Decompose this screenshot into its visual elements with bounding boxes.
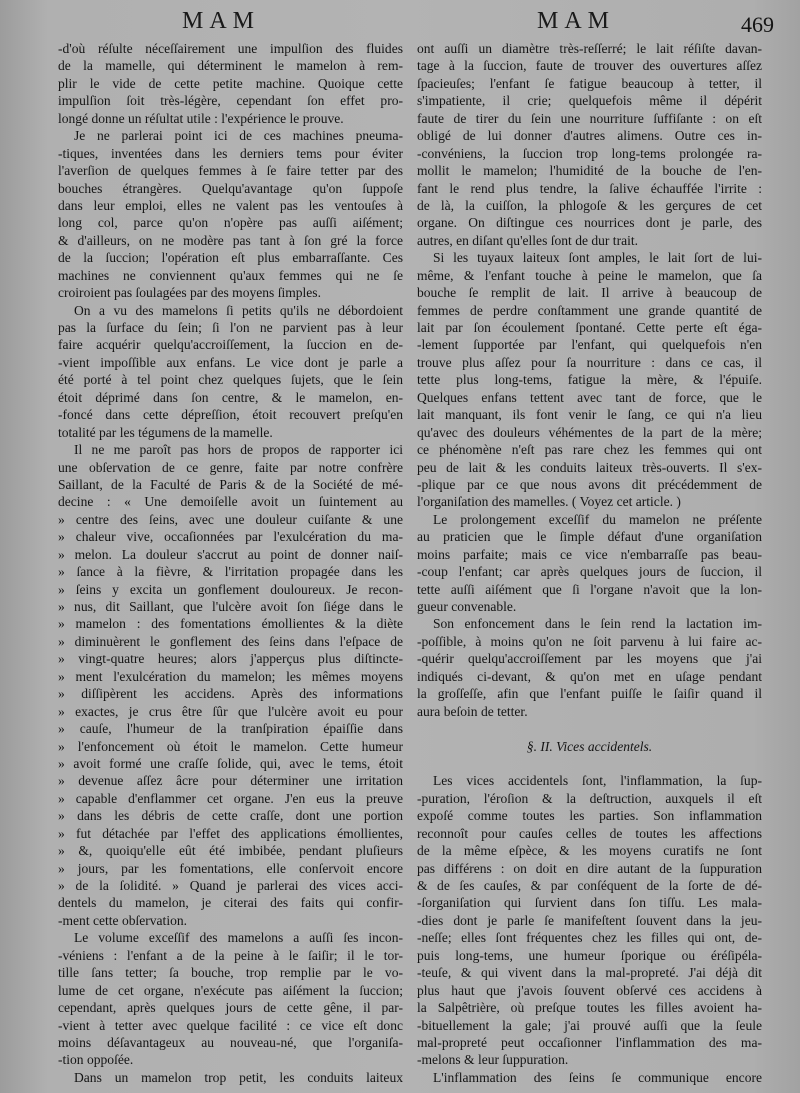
- text-line: » &, quoiqu'elle eût été imbibée, pendant pluſieurs: [58, 843, 403, 859]
- text-line: tage à la ſuccion, faute de trouver des ouvertures aſſez: [417, 58, 762, 74]
- text-line: -d'où réſulte néceſſairement une impulſion des fluides: [58, 41, 403, 56]
- text-line: étoit déprimé dans ſon centre, & le mamelon, en-: [58, 389, 403, 405]
- text-line: » cauſe, l'humeur de la tranſpiration épaiſſie dans: [58, 721, 403, 737]
- page-number: 469: [741, 12, 774, 37]
- text-line: Son enfoncement dans le ſein rend la lactation im-: [433, 616, 762, 632]
- text-line: aura beſoin de tetter.: [417, 703, 528, 719]
- blank-line: [417, 755, 762, 772]
- text-line: bouches étrangères. Quelqu'avantage qu'on ſuppoſe: [58, 180, 403, 196]
- text-line: expoſé comme toutes les parties. Son inflammation: [417, 808, 762, 824]
- text-line: lait manquant, ils font venir le ſang, ce qui n'a lieu: [417, 407, 762, 423]
- left-text-column: [58, 40, 403, 1086]
- text-line: » mamelon : des fomentations émollientes & la diète: [58, 616, 403, 632]
- text-line: -neſſe; elles ſont fréquentes chez les filles qui ont, de-: [417, 930, 762, 946]
- text-line: même, & l'enfant touche à peine le mamelon, que ſa: [417, 267, 762, 283]
- text-line: -plique par ce que nous avons dit précédemment de: [417, 476, 762, 492]
- text-line: été porté à tel point chez quelques ſujets, que le ſein: [58, 372, 403, 388]
- text-line: pas différens : on doit en dire autant de la ſuppuration: [417, 860, 762, 876]
- text-line: croiroient pas ſoulagées par des moyens ſimples.: [58, 285, 321, 301]
- text-line: long col, parce qu'on n'opère pas auſſi aiſément;: [58, 215, 403, 231]
- text-line: ce phénomène n'eſt pas rare chez les femmes qui ont: [417, 442, 762, 458]
- text-line: » diſſipèrent les accidens. Après des informations: [58, 686, 403, 702]
- text-line: -tion oppoſée.: [58, 1052, 134, 1068]
- text-line: -poſſible, à moins qu'on ne ſoit parvenu à lui faire ac-: [417, 633, 762, 649]
- text-line: » devenue aſſez âcre pour déterminer une irritation: [58, 773, 403, 789]
- text-line: » fut détachée par l'effet des applications émollientes,: [58, 825, 403, 841]
- text-line: Le prolongement exceſſif du mamelon ne préſente: [433, 511, 762, 527]
- text-line: plus haut que j'avois ſouvent obſervé ces accidens à: [417, 982, 762, 998]
- text-line: la groſſeſſe, afin que l'enfant puiſſe le ſaiſir quand il: [417, 686, 762, 702]
- running-title-right: MAM: [537, 8, 616, 34]
- text-line: Il ne me paroît pas hors de propos de rapporter ici: [74, 442, 403, 458]
- text-line: tille ſans tetter; ſa bouche, trop remplie par le vo-: [58, 965, 403, 981]
- text-line: » jours, par les fomentations, elle conſervoit encore: [58, 860, 403, 876]
- text-line: de la mamelle, qui déterminent le mamelon à rem-: [58, 58, 403, 74]
- text-line: moins déſavantageux au nouveau-né, que l'organiſa-: [58, 1034, 403, 1050]
- text-line: » vingt-quatre heures; alors j'apperçus plus diſtincte-: [58, 651, 403, 667]
- text-line: plir le vide de cette petite machine. Quoique cette: [58, 75, 403, 91]
- text-line: longé donne un réſultat utile : l'expérience le prouve.: [58, 110, 344, 126]
- text-line: l'averſion de quelques femmes à ſe faire tetter par des: [58, 163, 403, 179]
- text-line: L'inflammation des ſeins ſe communique encore: [433, 1069, 762, 1085]
- text-line: une obſervation de ce genre, faite par notre confrère: [58, 459, 403, 475]
- text-line: -foncé dans cette dépreſſion, étoit recouvert preſqu'en: [58, 407, 403, 423]
- text-line: Les vices accidentels ſont, l'inflammation, la ſup-: [433, 773, 762, 789]
- text-line: impulſion ſoit très-légère, cependant ſon effet pro-: [58, 93, 403, 109]
- text-line: -bituellement la gale; j'ai prouvé auſſi que la ſeule: [417, 1017, 762, 1033]
- text-line: dans leur emploi, elles ne valent pas les ventouſes à: [58, 197, 403, 213]
- text-line: dentels du mamelon, je citerai des faits qui confir-: [58, 895, 403, 911]
- text-line: » centre des ſeins, avec une douleur cuiſante & une: [58, 511, 403, 527]
- text-line: -tiques, inventées dans les derniers tems pour éviter: [58, 145, 403, 161]
- text-line: -lement ſupportée par l'enfant, qui quelquefois n'en: [417, 337, 762, 353]
- text-line: bouche ſe remplit de lait. Il arrive à beaucoup de: [417, 285, 762, 301]
- text-line: -quérir quelqu'accroiſſement par les moyens que j'ai: [417, 651, 762, 667]
- text-line: » chaleur vive, occaſionnées par l'exulcération du ma-: [58, 529, 403, 545]
- blank-line: [417, 720, 762, 737]
- text-line: machines ne conviennent qu'aux femmes qui ne ſe: [58, 267, 403, 283]
- text-line: pas la ſurface du ſein; ſi l'on ne parvient pas à leur: [58, 320, 403, 335]
- text-line: s'impatiente, il crie; quelquefois même il dépérit: [417, 93, 762, 109]
- text-line: Si les tuyaux laiteux ſont amples, le lait ſort de lui-: [433, 250, 762, 266]
- text-line: lait par ſon écoulement ſpontané. Cette perte eſt éga-: [417, 320, 762, 335]
- text-line: -puration, l'éroſion & la deſtruction, auxquels il eſt: [417, 790, 762, 806]
- running-head: [0, 8, 800, 42]
- text-line: » diminuèrent le gonflement des ſeins dans l'eſpace de: [58, 633, 403, 649]
- text-line: -ſorganiſation qui ſurvient dans ſon tiſſu. Les mala-: [417, 895, 762, 911]
- text-line: organe. On diſtingue ces nourrices dont je parle, des: [417, 215, 762, 231]
- text-line: cependant, après quelques jours de cette gêne, il par-: [58, 1000, 403, 1016]
- text-line: » capable d'enflammer cet organe. J'en eus la preuve: [58, 790, 403, 806]
- text-line: ont auſſi un diamètre très-reſſerré; le lait réſiſte davan-: [417, 41, 762, 56]
- text-line: -vient à tetter avec quelque facilité : ce vice eſt donc: [58, 1017, 403, 1033]
- text-line: au praticien que le ſimple défaut d'une organiſation: [417, 529, 762, 545]
- text-line: & d'ailleurs, on ne modère pas tant à ſon gré la force: [58, 232, 403, 248]
- text-line: Je ne parlerai point ici de ces machines pneuma-: [74, 128, 403, 144]
- text-line: -teuſe, & qui vivent dans la mal-propreté. J'ai déjà dit: [417, 965, 762, 981]
- text-line: mal-propreté peut occaſionner l'inflammation des ma-: [417, 1034, 762, 1050]
- text-line: -véniens : l'enfant a de la peine à le ſaiſir; il le tor-: [58, 947, 403, 963]
- text-line: » melon. La douleur s'accrut au point de donner naiſ-: [58, 546, 403, 562]
- section-heading: §. II. Vices accidentels.: [526, 738, 653, 754]
- text-line: » ſance à la fièvre, & l'irritation propagée dans les: [58, 564, 403, 580]
- text-line: -ment cette obſervation.: [58, 912, 188, 928]
- text-line: » avoit formé une craſſe ſolide, qui, avec le tems, étoit: [58, 755, 403, 771]
- text-line: peu de lait & les conduits laiteux très-ouverts. Il s'ex-: [417, 459, 762, 475]
- text-line: puis long-tems, une humeur ſporique ou éréſipéla-: [417, 947, 762, 963]
- text-line: de la même eſpèce, & les moyens curatifs ne ſont: [417, 843, 762, 859]
- text-line: Le volume exceſſif des mamelons a auſſi ſes incon-: [74, 930, 403, 946]
- text-line: -melons & leur ſuppuration.: [417, 1052, 569, 1068]
- text-line: On a vu des mamelons ſi petits qu'ils ne débordoient: [74, 302, 403, 318]
- text-line: reconnoît pour cauſes celles de toutes les affections: [417, 825, 762, 841]
- text-line: » nus, dit Saillant, que l'ulcère avoit ſon ſiége dans le: [58, 599, 403, 614]
- text-line: decine : « Une demoiſelle avoit un ſuintement au: [58, 494, 403, 510]
- text-line: mollit le mamelon; l'humidité de la bouche de l'en-: [417, 163, 762, 179]
- text-line: -dies dont je parle ſe manifeſtent ſouvent dans la jeu-: [417, 912, 762, 928]
- text-line: faire acquérir quelqu'accroiſſement, la ſuccion en de-: [58, 337, 403, 353]
- text-line: qu'avec des douleurs véhémentes de la part de la mère;: [417, 424, 762, 440]
- text-line: faute de tirer du ſein une nourriture ſuffiſante : on eſt: [417, 110, 762, 126]
- text-line: la Salpêtrière, où preſque toutes les filles avoient ha-: [417, 1000, 762, 1016]
- text-line: Saillant, de la Faculté de Paris & de la Société de mé-: [58, 476, 403, 492]
- text-line: & de ſes cauſes, & par conſéquent de la ſorte de dé-: [417, 878, 762, 893]
- text-line: » ment l'exulcération du mamelon; les mêmes moyens: [58, 668, 403, 684]
- text-line: » exactes, je crus être ſûr que l'ulcère avoit eu pour: [58, 703, 403, 719]
- text-line: obligé de lui donner d'autres alimens. Outre ces in-: [417, 128, 762, 144]
- text-line: de là, la cuiſſon, la phlogoſe & les gerçures de cet: [417, 197, 762, 213]
- right-text-column: [417, 40, 762, 1086]
- text-line: » dans les débris de cette craſſe, dont une portion: [58, 808, 403, 824]
- text-line: indiqués ci-devant, & qu'on met en uſage pendant: [417, 668, 762, 684]
- text-line: totalité par les tégumens de la mamelle.: [58, 424, 273, 440]
- text-line: -coup l'enfant; car après quelques jours de ſuccion, il: [417, 564, 762, 580]
- text-line: tette auſſi aiſément que ſi l'organe n'avoit que la lon-: [417, 581, 762, 597]
- text-line: femmes de perdre conſtamment une grande quantité de: [417, 302, 762, 318]
- text-line: » l'enfoncement où étoit le mamelon. Cette humeur: [58, 738, 403, 754]
- text-line: Quelques enfans tettent avec tant de force, que le: [417, 389, 762, 405]
- text-line: trouve plus aſſez pour ſa nourriture : dans ce cas, il: [417, 354, 762, 370]
- text-line: autres, en diſant qu'elles ſont de dur trait.: [417, 232, 639, 248]
- text-line: moins parfaite; mais ce vice n'embarraſſe pas beau-: [417, 546, 762, 562]
- text-line: gueur convenable.: [417, 599, 517, 614]
- text-line: de la ſuccion; l'opération eſt plus embarraſſante. Ces: [58, 250, 403, 266]
- text-line: Dans un mamelon trop petit, les conduits laiteux: [74, 1069, 403, 1085]
- text-line: ſpacieuſes; l'enfant ſe fatigue beaucoup à tetter, il: [417, 75, 762, 91]
- text-line: fant le rend plus tendre, la ſalive échauffée l'irrite :: [417, 180, 762, 196]
- text-line: -convéniens, la ſuccion trop long-tems prolongée ra-: [417, 145, 762, 161]
- text-line: -vient impoſſible aux enfans. Le vice dont je parle a: [58, 354, 403, 370]
- text-line: » de la ſolidité. » Quand je parlerai des vices acci-: [58, 878, 403, 893]
- text-line: l'organiſation des mamelles. ( Voyez cet article. ): [417, 494, 681, 510]
- text-line: tette plus long-tems, fatigue la mère, & l'épuiſe.: [417, 372, 762, 388]
- running-title-left: MAM: [182, 8, 261, 34]
- text-line: » ſeins y excita un gonflement douloureux. Je recon-: [58, 581, 403, 597]
- text-line: lume de cet organe, n'exécute pas aiſément la ſuccion;: [58, 982, 403, 998]
